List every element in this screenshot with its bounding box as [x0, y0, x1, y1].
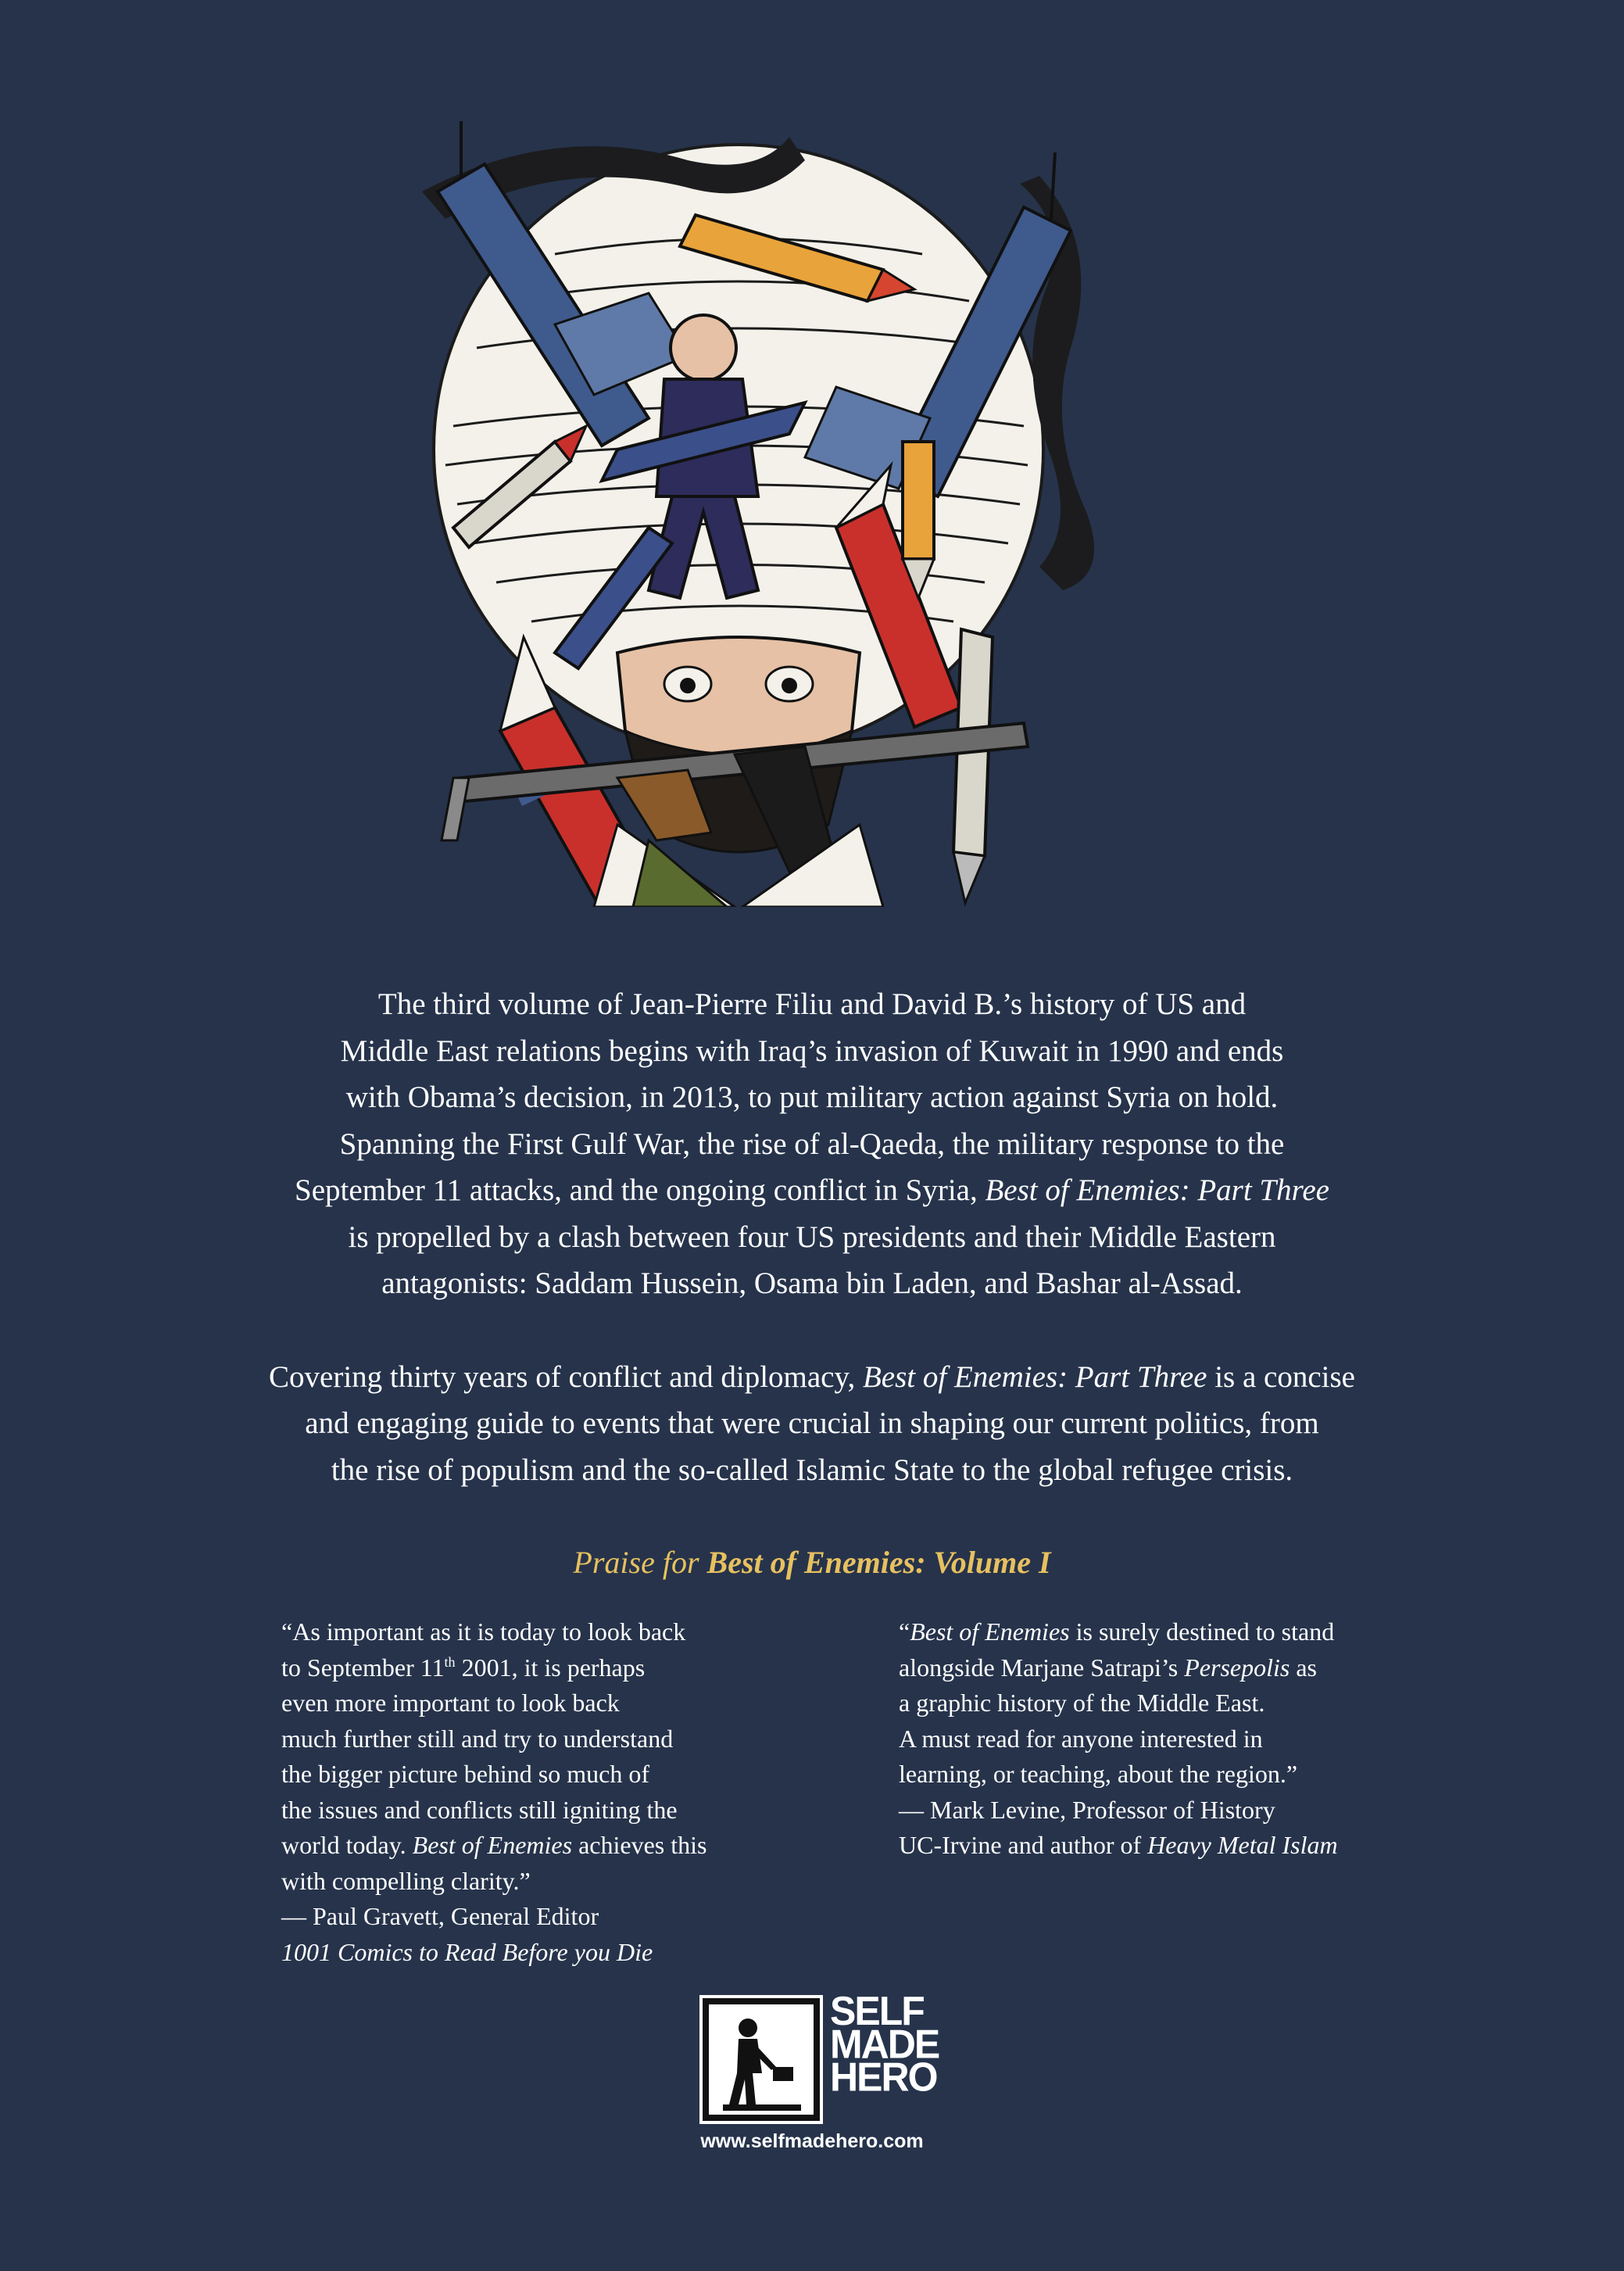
blurb-line: antagonists: Saddam Hussein, Osama bin Laden, and Bashar al-Assad.: [381, 1266, 1243, 1300]
book-title-italic: Heavy Metal Islam: [1147, 1831, 1338, 1859]
blurb-line: Covering thirty years of conflict and diplomacy,: [269, 1359, 863, 1394]
praise-heading: [0, 1544, 1624, 1581]
book-title-italic: Persepolis: [1184, 1653, 1290, 1682]
quote-text: achieves this: [572, 1831, 707, 1859]
blurb-line: Middle East relations begins with Iraq’s invasion of Kuwait in 1990 and ends: [340, 1033, 1284, 1068]
logo-word: HERO: [830, 2054, 937, 2100]
quote-line: with compelling clarity.”: [281, 1866, 531, 1895]
blurb-text: [188, 981, 1436, 1493]
publisher-logo: [699, 1988, 939, 2124]
quote-line: much further still and try to understand: [281, 1724, 674, 1753]
quote-line: [281, 1650, 766, 1686]
logo-word: SELF: [830, 1988, 924, 2034]
quote-line: learning, or teaching, about the region.”: [899, 1760, 1298, 1788]
quote-line: [281, 1935, 766, 1971]
logo-word: MADE: [830, 2021, 939, 2067]
blurb-line: is a concise: [1207, 1359, 1355, 1394]
man-with-briefcase-icon: [699, 1995, 823, 2124]
quote-line: [281, 1828, 766, 1864]
quote-line: “As important as it is today to look back: [281, 1617, 686, 1646]
quote-text: world today.: [281, 1831, 413, 1859]
logo-wordmark: [830, 1988, 939, 2100]
publisher-website[interactable]: www.selfmadehero.com: [700, 2130, 924, 2152]
quote-text: 2001, it is perhaps: [455, 1653, 646, 1682]
quote-attribution: — Mark Levine, Professor of History: [899, 1795, 1275, 1824]
quote-line: the issues and conflicts still igniting the: [281, 1795, 678, 1824]
quote-text: UC-Irvine and author of: [899, 1831, 1148, 1859]
quote-levine: [899, 1614, 1383, 1864]
quote-line: a graphic history of the Middle East.: [899, 1689, 1265, 1717]
blurb-line: is propelled by a clash between four US presidents and their Middle Eastern: [348, 1220, 1276, 1254]
pen-rocket: [953, 629, 993, 903]
cover-illustration: [320, 90, 1157, 907]
blurb-paragraph-1: [188, 981, 1436, 1307]
quote-text: alongside Marjane Satrapi’s: [899, 1653, 1185, 1682]
ordinal-suffix: th: [444, 1653, 456, 1670]
blurb-line: September 11 attacks, and the ongoing conflict in Syria,: [295, 1173, 985, 1207]
blurb-line: The third volume of Jean-Pierre Filiu and David B.’s history of US and: [377, 987, 1247, 1021]
quote-attribution: — Paul Gravett, General Editor: [281, 1902, 599, 1930]
book-title-italic: Best of Enemies: [910, 1617, 1070, 1646]
blurb-line: with Obama’s decision, in 2013, to put military action against Syria on hold.: [345, 1080, 1279, 1114]
book-title-italic: Best of Enemies: Part Three: [862, 1359, 1207, 1394]
quote-line: [899, 1614, 1383, 1650]
quote-line: [899, 1650, 1383, 1686]
logo-figure-box: [699, 1995, 823, 2124]
book-title-italic: 1001 Comics to Read Before you Die: [281, 1937, 653, 1966]
praise-prefix: Praise for: [573, 1545, 707, 1580]
blurb-line: Spanning the First Gulf War, the rise of al-Qaeda, the military response to the: [339, 1127, 1285, 1161]
quote-text: “: [899, 1617, 910, 1646]
quote-line: A must read for anyone interested in: [899, 1724, 1263, 1753]
praise-title: Best of Enemies: Volume I: [706, 1545, 1051, 1580]
quote-text: as: [1290, 1653, 1317, 1682]
blurb-line: and engaging guide to events that were crucial in shaping our current politics, from: [305, 1406, 1319, 1440]
blurb-line: the rise of populism and the so-called Islamic State to the global refugee crisis.: [331, 1453, 1293, 1487]
blurb-paragraph-2: [188, 1354, 1436, 1494]
quote-line: even more important to look back: [281, 1689, 620, 1717]
quote-line: [899, 1828, 1383, 1864]
quote-gravett: [281, 1614, 766, 1970]
book-title-italic: Best of Enemies: [412, 1831, 573, 1859]
quote-text: to September 11: [281, 1653, 445, 1682]
quote-line: the bigger picture behind so much of: [281, 1760, 649, 1788]
book-title-italic: Best of Enemies: Part Three: [985, 1173, 1329, 1207]
quote-text: is surely destined to stand: [1069, 1617, 1335, 1646]
